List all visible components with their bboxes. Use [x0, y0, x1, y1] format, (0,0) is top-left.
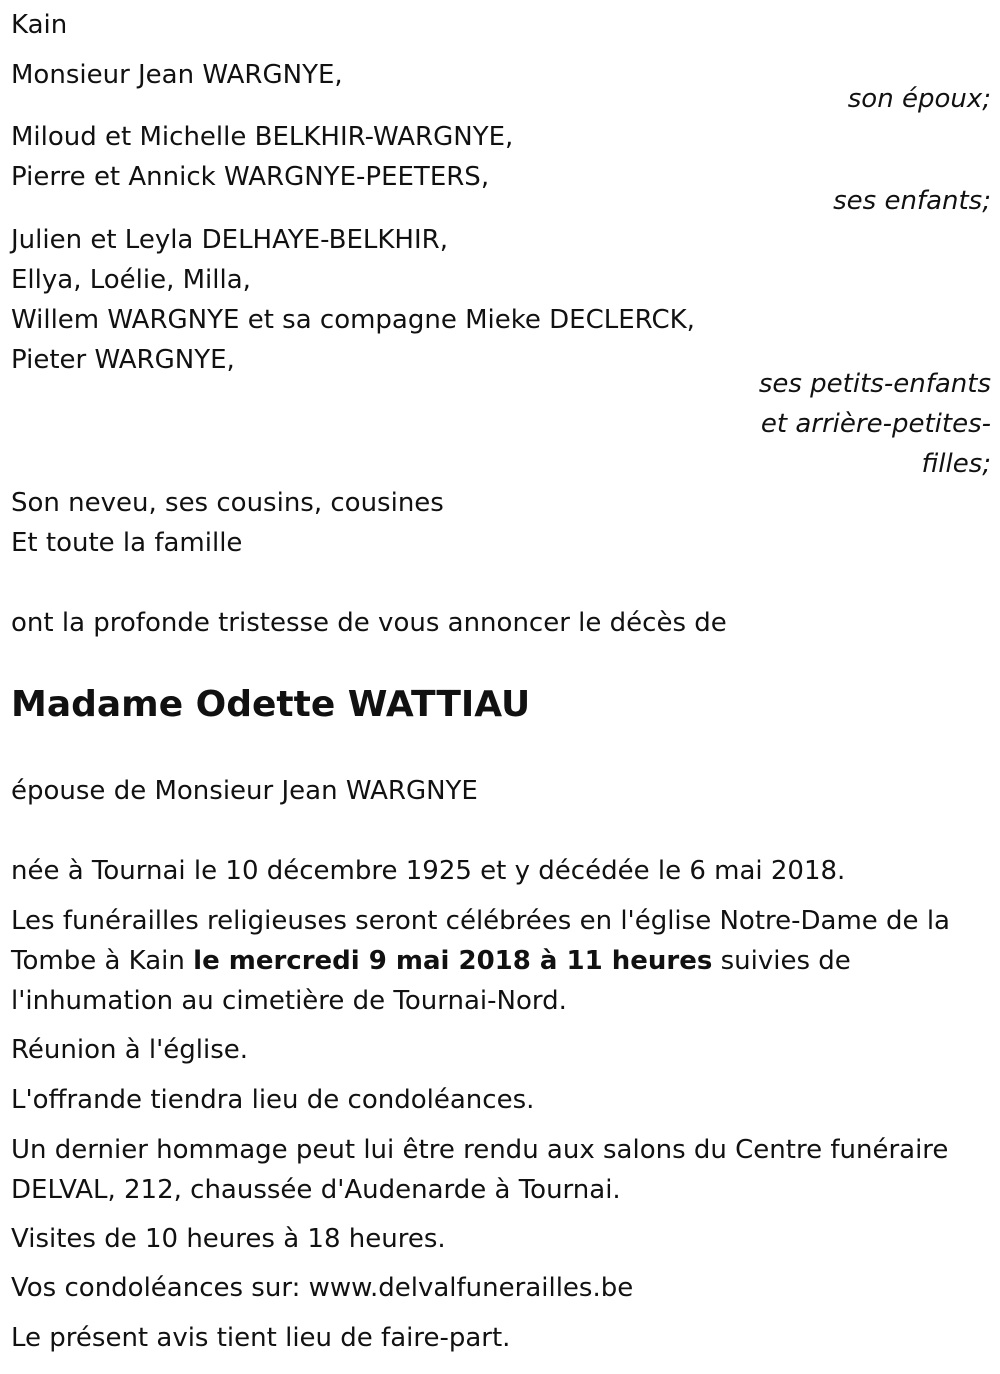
funeral-text: Les funérailles religieuses seront célébrées en l'église Notre-Dame de la Tombe à Kain: [11, 906, 950, 976]
grandchildren-relation: et arrière-petites-: [760, 409, 991, 439]
extended-family: Son neveu, ses cousins, cousines: [11, 488, 444, 518]
grandchildren-relation: filles;: [921, 449, 991, 479]
spouse-relation: son époux;: [847, 84, 991, 114]
spouse-name: Monsieur Jean WARGNYE,: [11, 60, 343, 90]
funeral-text: suivies de l'inhumation au cimetière de Tournai-Nord.: [11, 946, 851, 1016]
children-relation: ses enfants;: [833, 186, 991, 216]
grandchild-name: Willem WARGNYE et sa compagne Mieke DECLERCK,: [11, 305, 695, 335]
grandchildren-relation: ses petits-enfants: [758, 369, 991, 399]
grandchild-name: Ellya, Loélie, Milla,: [11, 265, 251, 295]
child-name: Pierre et Annick WARGNYE-PEETERS,: [11, 162, 490, 192]
condolences: Vos condoléances sur: www.delvalfunerailles.be: [11, 1273, 634, 1303]
child-name: Miloud et Michelle BELKHIR-WARGNYE,: [11, 122, 514, 152]
grandchild-name: Julien et Leyla DELHAYE-BELKHIR,: [11, 225, 448, 255]
deceased-name: Madame Odette WATTIAU: [11, 684, 531, 725]
tribute: Un dernier hommage peut lui être rendu aux salons du Centre funéraire DELVAL, 212, chaussée d'Audenarde à Tournai.: [11, 1135, 949, 1205]
reunion: Réunion à l'église.: [11, 1035, 249, 1065]
offering: L'offrande tiendra lieu de condoléances.: [11, 1085, 535, 1115]
funeral-details: [11, 901, 991, 1021]
announcement: ont la profonde tristesse de vous annoncer le décès de: [11, 608, 727, 638]
location: Kain: [11, 10, 68, 40]
extended-family: Et toute la famille: [11, 528, 243, 558]
spouse-of: épouse de Monsieur Jean WARGNYE: [11, 776, 478, 806]
funeral-date: le mercredi 9 mai 2018 à 11 heures: [193, 946, 713, 976]
visits: Visites de 10 heures à 18 heures.: [11, 1224, 446, 1254]
notice: Le présent avis tient lieu de faire-part.: [11, 1323, 511, 1353]
birth-death: née à Tournai le 10 décembre 1925 et y décédée le 6 mai 2018.: [11, 856, 846, 886]
grandchild-name: Pieter WARGNYE,: [11, 345, 235, 375]
